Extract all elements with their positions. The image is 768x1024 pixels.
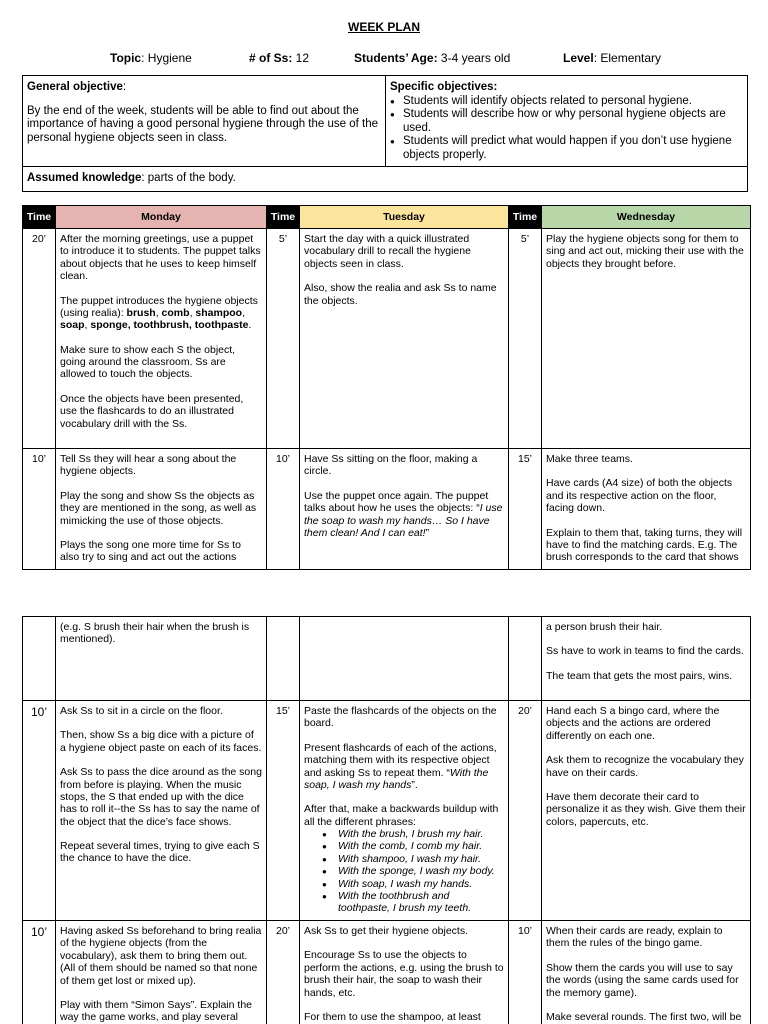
activity-text: Explain to them that, taking turns, they will have to find the matching cards. E.g. The brush corresponds to the card that shows	[546, 526, 743, 564]
activity-text: After that, make a backwards buildup with all the different phrases:	[304, 803, 499, 828]
specific-objectives-heading: Specific objectives:	[390, 81, 498, 93]
monday-time: 10’	[23, 921, 56, 1024]
activity-text: Ask Ss to sit in a circle on the floor.	[60, 705, 223, 717]
objectives-box	[22, 75, 748, 192]
wednesday-activity	[542, 617, 751, 701]
punctuation: ,	[155, 306, 162, 319]
time-header: Time	[23, 206, 56, 229]
tuesday-activity	[300, 617, 509, 701]
table-row	[23, 229, 751, 449]
buildup-phrase: ● With shampoo, I wash my hair.	[322, 853, 504, 865]
specific-objective-item: ● Students will describe how or why personal hygiene objects are used.	[390, 108, 743, 135]
age-value: 3-4 years old	[437, 51, 511, 65]
wednesday-header: Wednesday	[542, 206, 751, 229]
time-header: Time	[509, 206, 542, 229]
level-field	[563, 51, 661, 65]
monday-activity	[56, 701, 267, 921]
general-objective-text: By the end of the week, students will be able to find out about the importance of having a good personal hygiene through the use of the personal hygiene objects seen in class.	[27, 104, 378, 144]
activity-text: Make several rounds. The first two, will be	[546, 1010, 742, 1023]
monday-activity	[56, 617, 267, 701]
monday-header: Monday	[56, 206, 267, 229]
vocab-word: comb	[161, 306, 190, 319]
general-objective-heading: General objective	[27, 81, 123, 93]
level-label: Level	[563, 51, 594, 65]
table-row	[23, 617, 751, 701]
table-header-row	[23, 206, 751, 229]
tuesday-time: 10’	[267, 449, 300, 570]
tuesday-activity	[300, 229, 509, 449]
wednesday-time: 5’	[509, 229, 542, 449]
activity-text: Have them decorate their card to personalize it as they wish. Give them their colors, papercuts, etc.	[546, 790, 746, 828]
activity-text: Play with them “Simon Says”. Explain the way the game works, and play several	[60, 998, 252, 1024]
week-plan-table-page-2	[22, 616, 751, 1024]
activity-text: Once the objects have been presented, use the flashcards to do an illustrated vocabulary drill with the Ss.	[60, 392, 244, 430]
monday-time	[23, 617, 56, 701]
buildup-phrases-list	[322, 828, 504, 915]
activity-text: After the morning greetings, use a puppet to introduce it to students. The puppet talks about objects that he uses to keep himself clean.	[60, 233, 261, 283]
week-plan-table-page-1	[22, 205, 751, 570]
assumed-knowledge-label: Assumed knowledge	[27, 172, 142, 184]
vocab-word: brush	[126, 306, 156, 319]
puppet-quote: I use the soap to wash my hands… So I have them clean! And I can eat!	[304, 502, 503, 539]
table-row	[23, 701, 751, 921]
wednesday-time: 15’	[509, 449, 542, 570]
activity-text: For them to use the shampoo, at least	[304, 1010, 481, 1023]
page-title: WEEK PLAN	[348, 20, 420, 34]
wednesday-time: 20’	[509, 701, 542, 921]
punctuation: .	[248, 319, 252, 332]
activity-text-part: Present flashcards of each of the actions, matching them with its respective object and asking Ss to repeat them. “	[304, 741, 497, 779]
activity-text	[304, 490, 504, 540]
specific-objective-item: ● Students will predict what would happen if you don’t use hygiene objects properly.	[390, 135, 743, 162]
vocab-word: shampoo	[195, 306, 243, 319]
activity-text: Ask Ss to get their hygiene objects.	[304, 925, 469, 937]
vocab-word: soap	[60, 319, 85, 332]
wednesday-activity	[542, 701, 751, 921]
wednesday-time	[509, 617, 542, 701]
wednesday-activity	[542, 921, 751, 1024]
punctuation: ,	[189, 306, 196, 319]
example-phrase: With the soap, I wash my hands	[304, 766, 489, 791]
buildup-phrase: ● With the brush, I brush my hair.	[322, 828, 504, 840]
activity-text: Make sure to show each S the object, going around the classroom. Ss are allowed to touch the objects.	[60, 343, 236, 381]
topic-field	[110, 51, 192, 65]
activity-text: Play the song and show Ss the objects as they are mentioned in the song, as well as mimicking the use of those objects.	[60, 489, 257, 527]
tuesday-time: 5’	[267, 229, 300, 449]
age-field	[354, 51, 510, 65]
level-value: : Elementary	[593, 51, 662, 65]
general-objective	[23, 76, 386, 166]
vocab-word: sponge, toothbrush, toothpaste	[90, 319, 249, 332]
assumed-knowledge-value: : parts of the body.	[141, 172, 236, 184]
activity-text	[304, 742, 504, 792]
tuesday-activity	[300, 921, 509, 1024]
activity-text: Show them the cards you will use to say the words (using the same cards used for the memory game).	[546, 961, 739, 999]
activity-text: Play the hygiene objects song for them to sing and act out, micking their use with the objects they brought before.	[546, 233, 744, 270]
buildup-phrase: ● With the toothbrush and toothpaste, I brush my teeth.	[322, 890, 504, 915]
tuesday-activity	[300, 449, 509, 570]
activity-text: Hand each S a bingo card, where the objects and the actions are ordered differently on each one.	[546, 705, 720, 742]
specific-objective-item: ● Students will identify objects related to personal hygiene.	[390, 95, 743, 109]
activity-text: Then, show Ss a big dice with a picture of a hygiene object paste on each of its faces.	[60, 729, 262, 754]
students-count-field	[249, 51, 309, 65]
time-header: Time	[267, 206, 300, 229]
activity-text: Plays the song one more time for Ss to also try to sing and act out the actions	[60, 538, 241, 564]
tuesday-header: Tuesday	[300, 206, 509, 229]
students-count-value: 12	[292, 51, 310, 65]
activity-text: Start the day with a quick illustrated vocabulary drill to recall the hygiene objects seen in class.	[304, 233, 471, 270]
punctuation: ,	[84, 319, 91, 332]
tuesday-time: 15’	[267, 701, 300, 921]
age-label: Students’ Age:	[354, 51, 438, 65]
activity-text: Paste the flashcards of the objects on the board.	[304, 705, 497, 730]
punctuation: ,	[242, 306, 245, 319]
activity-text: Encourage Ss to use the objects to perform the actions, e.g. using the brush to brush their hair, the soap to wash their hands, etc.	[304, 949, 504, 999]
activity-text: Have cards (A4 size) of both the objects and its respective action on the floor, facing down.	[546, 477, 733, 515]
activity-text: Ss have to work in teams to find the cards.	[546, 645, 744, 658]
specific-objectives	[386, 76, 747, 166]
activity-text-part: The puppet introduces the hygiene objects (using realia):	[60, 294, 258, 319]
topic-label: Topic	[110, 51, 142, 65]
activity-text: Having asked Ss beforehand to bring realia of the hygiene objects (from the vocabulary), ask them to bring them out. (All of them should be named so that none of them get lost or mixed up).	[60, 925, 262, 987]
punctuation: ”.	[411, 778, 418, 791]
wednesday-activity	[542, 449, 751, 570]
activity-text: (e.g. S brush their hair when the brush is mentioned).	[60, 621, 250, 646]
activity-text	[60, 295, 262, 332]
wednesday-activity	[542, 229, 751, 449]
punctuation: ”	[425, 526, 430, 539]
monday-activity	[56, 229, 267, 449]
monday-time: 20’	[23, 229, 56, 449]
table-row	[23, 921, 751, 1024]
table-row	[23, 449, 751, 570]
specific-objectives-list	[390, 95, 743, 163]
activity-text: When their cards are ready, explain to them the rules of the bingo game.	[546, 925, 723, 950]
monday-time: 10’	[23, 701, 56, 921]
monday-activity	[56, 921, 267, 1024]
monday-time: 10’	[23, 449, 56, 570]
students-count-label: # of Ss:	[249, 51, 293, 65]
plan-meta	[0, 51, 768, 65]
activity-text: Make three teams.	[546, 453, 633, 465]
activity-text: Have Ss sitting on the floor, making a circle.	[304, 453, 478, 478]
activity-text: Ask them to recognize the vocabulary they have on their cards.	[546, 754, 744, 779]
activity-text: Tell Ss they will hear a song about the hygiene objects.	[60, 453, 237, 478]
buildup-phrase: ● With soap, I wash my hands.	[322, 878, 504, 890]
activity-text: a person brush their hair.	[546, 621, 663, 633]
tuesday-time	[267, 617, 300, 701]
activity-text: Ask Ss to pass the dice around as the song from before is playing. When the music stops, the S that ended up with the dice has to roll it--the Ss has to say the name of the object that the dice’s face shows.	[60, 766, 262, 828]
assumed-knowledge	[23, 166, 747, 191]
activity-text: The team that gets the most pairs, wins.	[546, 669, 733, 682]
wednesday-time: 10’	[509, 921, 542, 1024]
activity-text: Also, show the realia and ask Ss to name the objects.	[304, 282, 497, 307]
buildup-phrase: ● With the comb, I comb my hair.	[322, 840, 504, 852]
tuesday-time: 20’	[267, 921, 300, 1024]
monday-activity	[56, 449, 267, 570]
buildup-phrase: ● With the sponge, I wash my body.	[322, 865, 504, 877]
tuesday-activity	[300, 701, 509, 921]
general-objective-colon: :	[122, 81, 127, 93]
activity-text: Repeat several times, trying to give each S the chance to have the dice.	[60, 840, 260, 865]
topic-value: : Hygiene	[141, 51, 192, 65]
activity-text-part: Use the puppet once again. The puppet talks about how he uses the objects: “	[304, 489, 489, 515]
